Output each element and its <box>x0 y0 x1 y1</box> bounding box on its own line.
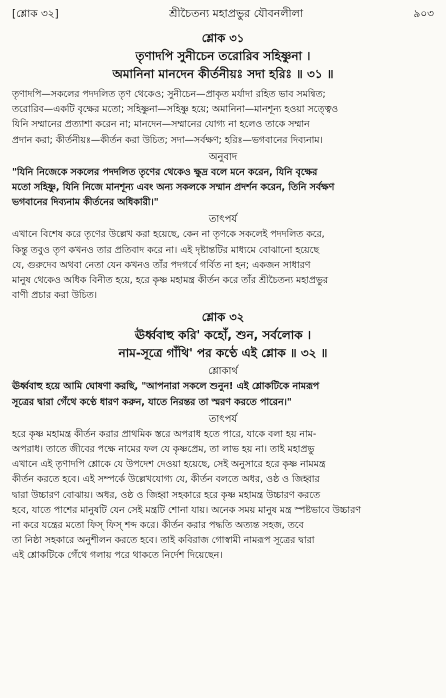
page-number: ৯০৩ <box>413 8 434 20</box>
verse-31-purport <box>12 227 434 303</box>
purport-line: এখানে বিশেষ করে তৃণের উল্লেখ করা হয়েছে, কেন না তৃণকে সকলেই পদদলিত করে, <box>12 229 325 241</box>
synonym-line: যিনি সম্মানের প্রত্যাশা করেন না; মানদেন—সম্মানের যোগ্য না হলেও তাকে সম্মান <box>12 119 310 131</box>
purport-label: তাৎপর্য <box>208 214 238 226</box>
meaning-line: সূত্রের দ্বারা গেঁথে কণ্ঠে ধারণ করুন, যাতে নিরন্তর তা স্মরণ করতে পারেন।" <box>12 396 292 408</box>
synonym-line: তৃণাদপি—সকলের পদদলিত তৃণ থেকেও; সুনীচেন—প্রাকৃত মর্যাদা রহিত ভাব সমন্বিত; <box>12 89 326 100</box>
synonym-line: প্রদান করা; কীর্তনীয়ঃ—কীর্তন করা উচিত; সদা—সর্বক্ষণ; হরিঃ—ভগবানের দিব্যনাম। <box>12 134 323 146</box>
purport-line: যে, গুরুদেব অথবা নেতা যেন কখনও তাঁর পদগর্বে গর্বিত না হন; একজন সাধারণ <box>12 259 311 271</box>
purport-line: এই শ্লোকটিকে গেঁথে গলায় পরে থাকতে নির্দেশ দিয়েছেন। <box>12 550 223 562</box>
verse-31-synonyms <box>12 87 434 148</box>
meaning-label: শ্লোকার্থ <box>208 366 238 378</box>
synonym-line: তরোরিব—একটি বৃক্ষের মতো; সহিষ্ণুনা—সহিষ্ণু হয়ে; অমানিনা—মানশূন্য হওয়া সত্ত্বেও <box>12 104 339 116</box>
verse-31-line-1: তৃণাদপি সুনীচেন তরোরিব সহিষ্ণুনা । <box>135 49 311 63</box>
verse-reference: [শ্লোক ৩২] <box>12 8 59 20</box>
purport-line: অপরাধ। তাতে জীবের পক্ষে নামের ফল যে কৃষ্ণপ্রেম, তা লাভ হয় না। তাই মহাপ্রভু <box>12 444 315 456</box>
verse-32-purport <box>12 427 434 564</box>
translation-line: "যিনি নিজেকে সকলের পদদলিত তৃণের থেকেও ক্ষুদ্র বলে মনে করেন, যিনি বৃক্ষের <box>12 166 318 178</box>
verse-31-line-2: অমানিনা মানদেন কীর্তনীয়ঃ সদা হরিঃ ॥ ৩১ ॥ <box>112 67 334 81</box>
verse-31-translation <box>12 165 434 211</box>
verse-32-heading: শ্লোক ৩২ <box>201 310 245 325</box>
purport-line: কিন্তু তবুও তৃণ কখনও তার প্রতিবাদ করে না। এই দৃষ্টান্তটির মাধ্যমে বোঝানো হয়েছে <box>12 244 320 256</box>
page-header <box>12 6 434 24</box>
purport-line: এখানে এই তৃণাদপি শ্লোকে যে উপদেশ দেওয়া হয়েছে, সেই অনুসারে হরে কৃষ্ণ নামমন্ত্র <box>12 459 326 471</box>
verse-32-line-2: নাম-সূত্রে গাঁথি' পর কণ্ঠে এই শ্লোক ॥ ৩২ ॥ <box>118 346 328 361</box>
purport-line: বাণী প্রচার করা উচিত। <box>12 290 98 302</box>
verse-31-heading: শ্লোক ৩১ <box>201 31 245 45</box>
verse-32-meaning <box>12 379 434 409</box>
verse-32-line-1: ঊর্ধ্ববাহু করি' কহোঁ, শুন, সর্বলোক । <box>134 328 312 343</box>
translation-line: ভগবানের দিব্যনাম কীর্তনের অধিকারী।" <box>12 197 159 209</box>
chapter-title: শ্রীচৈতন্য মহাপ্রভুর যৌবনলীলা <box>169 7 304 20</box>
translation-label: অনুবাদ <box>208 151 238 163</box>
meaning-line: ঊর্ধ্ববাহু হয়ে আমি ঘোষণা করছি, "আপনারা সকলে শুনুন! এই শ্লোকটিকে নামরূপ <box>12 381 320 393</box>
purport-line: মানুষ থেকেও অধিক বিনীত হয়ে, হরে কৃষ্ণ মহামন্ত্র কীর্তন করে তাঁর শ্রীচৈতন্য মহাপ্রভুর <box>12 275 329 287</box>
purport-line: দ্বারা উচ্চারণ বোঝায়। অধর, ওষ্ঠ ও জিহ্বা সহকারে হরে কৃষ্ণ মহামন্ত্র উচ্চারণ করতে <box>12 489 321 501</box>
translation-line: মতো সহিষ্ণু, যিনি নিজে মানশূন্য এবং অন্য সকলকে সম্মান প্রদর্শন করেন, তিনি সর্বক্ষণ <box>12 182 335 194</box>
purport-line: না করে যন্ত্রের মতো ফিস্ ফিস্ শব্দ করে। কীর্তন করার পদ্ধতি অত্যন্ত সহজ, তবে <box>12 520 304 532</box>
purport-line: হবে, যাতে পাশের মানুষটি যেন সেই মন্ত্রটি শোনা যায়। অনেক সময় মানুষ মন্ত্র স্পষ্টভাবে উচ্চারণ <box>12 504 361 516</box>
purport-label: তাৎপর্য <box>208 413 238 425</box>
purport-line: কীর্তন করতে হবে। এই সম্পর্কে উল্লেখযোগ্য যে, কীর্তন বলতে অধর, ওষ্ঠ ও জিহ্বার <box>12 474 320 486</box>
purport-line: হরে কৃষ্ণ মহামন্ত্র কীর্তন করার প্রাথমিক স্তরে অপরাধ হতে পারে, যাকে বলা হয় নাম- <box>12 428 317 440</box>
purport-line: তা নিষ্ঠা সহকারে অনুশীলন করতে হবে। তাই কবিরাজ গোস্বামী নামরূপ সূত্রের দ্বারা <box>12 535 315 547</box>
